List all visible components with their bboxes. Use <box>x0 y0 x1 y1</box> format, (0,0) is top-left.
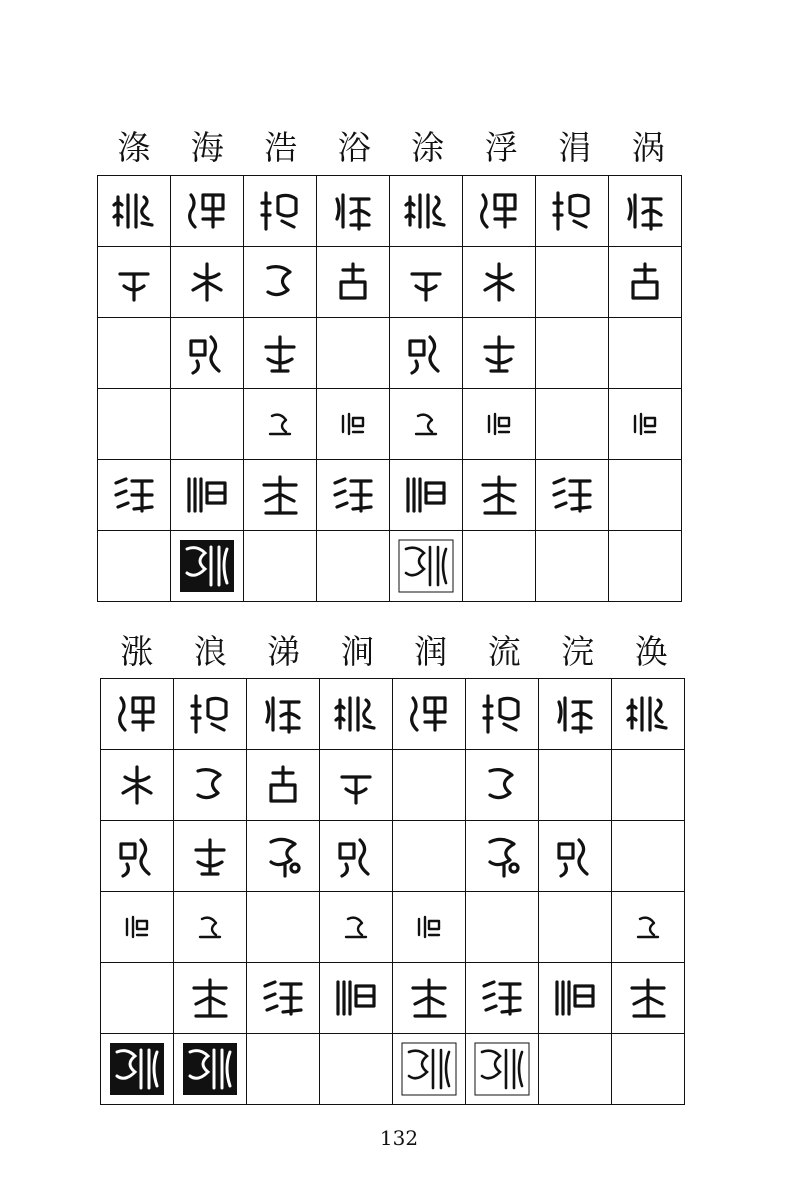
clerical-script-glyph-icon <box>626 976 670 1020</box>
glyph-cell <box>463 318 536 389</box>
seal-script-glyph-icon <box>331 189 375 233</box>
glyph-cell <box>609 460 682 531</box>
glyph-cell <box>101 1034 174 1105</box>
column-header-character: 流 <box>487 632 521 671</box>
header-row-bottom <box>100 632 688 672</box>
glyph-cell <box>320 750 393 821</box>
glyph-cell <box>539 821 612 892</box>
glyph-cell <box>247 679 320 750</box>
column-header-character: 海 <box>190 128 224 167</box>
glyph-row <box>98 247 682 318</box>
seal-stamp-icon <box>401 1042 457 1096</box>
glyph-cell <box>463 389 536 460</box>
clerical-script-glyph-icon <box>334 976 378 1020</box>
glyph-row <box>101 750 685 821</box>
seal-script-glyph-icon <box>477 189 521 233</box>
column-header-character: 涕 <box>267 632 301 671</box>
column-header-character: 涣 <box>634 632 668 671</box>
glyph-cell <box>466 1034 539 1105</box>
seal-script-glyph-icon <box>480 692 524 736</box>
glyph-cell <box>171 247 244 318</box>
glyph-cell <box>174 892 247 963</box>
seal-stamp-icon <box>474 1042 530 1096</box>
glyph-cell <box>390 460 463 531</box>
glyph-cell <box>393 1034 466 1105</box>
column-header-character: 浮 <box>484 128 518 167</box>
glyph-cell <box>393 821 466 892</box>
seal-script-glyph-icon <box>407 692 451 736</box>
clerical-script-glyph-icon <box>477 473 521 517</box>
glyph-cell <box>463 176 536 247</box>
column-header-character: 涂 <box>411 128 445 167</box>
glyph-cell <box>393 750 466 821</box>
oracle-script-glyph-icon <box>404 260 448 304</box>
oracle-script-glyph-icon <box>477 260 521 304</box>
oracle-script-glyph-icon <box>261 763 305 807</box>
glyph-row <box>101 963 685 1034</box>
small-script-glyph-icon <box>196 913 224 941</box>
oracle-script-glyph-icon <box>258 260 302 304</box>
bronze-script-glyph-icon <box>188 834 232 878</box>
glyph-cell <box>536 460 609 531</box>
glyph-cell <box>317 247 390 318</box>
glyph-cell <box>98 318 171 389</box>
glyph-row <box>101 821 685 892</box>
glyph-cell <box>98 460 171 531</box>
glyph-cell <box>101 892 174 963</box>
bronze-script-glyph-icon <box>553 834 597 878</box>
glyph-cell <box>536 247 609 318</box>
small-script-glyph-icon <box>339 410 367 438</box>
glyph-cell <box>539 679 612 750</box>
small-script-glyph-icon <box>415 913 443 941</box>
seal-stamp-icon <box>182 1042 238 1096</box>
glyph-table-top <box>97 175 682 602</box>
seal-script-glyph-icon <box>553 692 597 736</box>
small-script-glyph-icon <box>342 913 370 941</box>
glyph-cell <box>247 821 320 892</box>
glyph-row <box>98 389 682 460</box>
glyph-cell <box>317 318 390 389</box>
oracle-script-glyph-icon <box>331 260 375 304</box>
small-script-glyph-icon <box>634 913 662 941</box>
bronze-script-glyph-icon <box>480 834 524 878</box>
glyph-cell <box>101 821 174 892</box>
oracle-script-glyph-icon <box>623 260 667 304</box>
oracle-script-glyph-icon <box>115 763 159 807</box>
glyph-cell <box>466 750 539 821</box>
glyph-cell <box>244 176 317 247</box>
glyph-cell <box>98 247 171 318</box>
glyph-cell <box>171 460 244 531</box>
glyph-cell <box>320 821 393 892</box>
glyph-cell <box>536 531 609 602</box>
seal-stamp-icon <box>398 539 454 593</box>
glyph-cell <box>539 892 612 963</box>
glyph-cell <box>174 750 247 821</box>
seal-script-glyph-icon <box>550 189 594 233</box>
glyph-cell <box>98 389 171 460</box>
glyph-cell <box>244 389 317 460</box>
seal-script-glyph-icon <box>258 189 302 233</box>
glyph-cell <box>247 1034 320 1105</box>
glyph-cell <box>174 679 247 750</box>
clerical-script-glyph-icon <box>258 473 302 517</box>
small-script-glyph-icon <box>485 410 513 438</box>
column-header-character: 浪 <box>193 632 227 671</box>
glyph-cell <box>390 389 463 460</box>
glyph-cell <box>244 247 317 318</box>
glyph-cell <box>320 963 393 1034</box>
glyph-cell <box>171 176 244 247</box>
glyph-cell <box>320 1034 393 1105</box>
glyph-cell <box>320 679 393 750</box>
page-number: 132 <box>379 1126 419 1150</box>
clerical-script-glyph-icon <box>188 976 232 1020</box>
glyph-cell <box>539 963 612 1034</box>
glyph-table-bottom <box>100 678 685 1105</box>
glyph-cell <box>244 460 317 531</box>
glyph-cell <box>609 247 682 318</box>
glyph-cell <box>466 821 539 892</box>
glyph-cell <box>536 176 609 247</box>
glyph-cell <box>393 892 466 963</box>
bronze-script-glyph-icon <box>261 834 305 878</box>
glyph-cell <box>463 247 536 318</box>
glyph-cell <box>466 892 539 963</box>
clerical-script-glyph-icon <box>185 473 229 517</box>
glyph-cell <box>317 389 390 460</box>
glyph-cell <box>539 1034 612 1105</box>
glyph-cell <box>390 318 463 389</box>
seal-script-glyph-icon <box>112 189 156 233</box>
clerical-script-glyph-icon <box>112 473 156 517</box>
glyph-cell <box>174 821 247 892</box>
glyph-cell <box>612 963 685 1034</box>
column-header-character: 浴 <box>337 128 371 167</box>
oracle-script-glyph-icon <box>185 260 229 304</box>
seal-stamp-icon <box>179 539 235 593</box>
glyph-cell <box>612 1034 685 1105</box>
column-header-character: 涡 <box>631 128 665 167</box>
glyph-cell <box>101 750 174 821</box>
glyph-cell <box>317 460 390 531</box>
header-row-top <box>97 128 685 168</box>
clerical-script-glyph-icon <box>261 976 305 1020</box>
glyph-row <box>98 531 682 602</box>
glyph-cell <box>463 531 536 602</box>
bronze-script-glyph-icon <box>258 331 302 375</box>
glyph-cell <box>320 892 393 963</box>
seal-script-glyph-icon <box>623 189 667 233</box>
glyph-cell <box>539 750 612 821</box>
oracle-script-glyph-icon <box>188 763 232 807</box>
glyph-cell <box>244 531 317 602</box>
bronze-script-glyph-icon <box>477 331 521 375</box>
glyph-row <box>101 892 685 963</box>
clerical-script-glyph-icon <box>407 976 451 1020</box>
glyph-cell <box>317 176 390 247</box>
oracle-script-glyph-icon <box>334 763 378 807</box>
seal-script-glyph-icon <box>188 692 232 736</box>
glyph-cell <box>536 389 609 460</box>
seal-script-glyph-icon <box>185 189 229 233</box>
column-header-character: 涧 <box>340 632 374 671</box>
glyph-cell <box>171 531 244 602</box>
glyph-cell <box>244 318 317 389</box>
glyph-cell <box>463 460 536 531</box>
column-header-character: 涓 <box>558 128 592 167</box>
glyph-row <box>98 318 682 389</box>
glyph-row <box>101 679 685 750</box>
clerical-script-glyph-icon <box>331 473 375 517</box>
glyph-cell <box>390 531 463 602</box>
glyph-row <box>98 176 682 247</box>
glyph-row <box>101 1034 685 1105</box>
glyph-cell <box>609 176 682 247</box>
glyph-cell <box>247 892 320 963</box>
seal-script-glyph-icon <box>626 692 670 736</box>
seal-script-glyph-icon <box>115 692 159 736</box>
glyph-cell <box>609 389 682 460</box>
bronze-script-glyph-icon <box>404 331 448 375</box>
column-header-character: 浣 <box>561 632 595 671</box>
clerical-script-glyph-icon <box>404 473 448 517</box>
glyph-cell <box>98 531 171 602</box>
glyph-row <box>98 460 682 531</box>
glyph-cell <box>174 1034 247 1105</box>
small-script-glyph-icon <box>631 410 659 438</box>
glyph-cell <box>390 176 463 247</box>
glyph-cell <box>612 679 685 750</box>
glyph-cell <box>390 247 463 318</box>
glyph-cell <box>612 821 685 892</box>
glyph-cell <box>98 176 171 247</box>
column-header-character: 润 <box>414 632 448 671</box>
glyph-cell <box>612 750 685 821</box>
glyph-cell <box>171 389 244 460</box>
glyph-cell <box>174 963 247 1034</box>
glyph-cell <box>609 531 682 602</box>
seal-stamp-icon <box>109 1042 165 1096</box>
oracle-script-glyph-icon <box>480 763 524 807</box>
seal-script-glyph-icon <box>334 692 378 736</box>
glyph-cell <box>466 679 539 750</box>
seal-script-glyph-icon <box>261 692 305 736</box>
glyph-cell <box>171 318 244 389</box>
glyph-cell <box>393 679 466 750</box>
bronze-script-glyph-icon <box>115 834 159 878</box>
small-script-glyph-icon <box>412 410 440 438</box>
small-script-glyph-icon <box>266 410 294 438</box>
glyph-cell <box>466 963 539 1034</box>
glyph-cell <box>247 963 320 1034</box>
glyph-cell <box>609 318 682 389</box>
glyph-cell <box>101 963 174 1034</box>
clerical-script-glyph-icon <box>480 976 524 1020</box>
glyph-cell <box>536 318 609 389</box>
column-header-character: 涨 <box>120 632 154 671</box>
oracle-script-glyph-icon <box>112 260 156 304</box>
glyph-cell <box>612 892 685 963</box>
column-header-character: 涤 <box>117 128 151 167</box>
small-script-glyph-icon <box>123 913 151 941</box>
column-header-character: 浩 <box>264 128 298 167</box>
glyph-cell <box>101 679 174 750</box>
clerical-script-glyph-icon <box>550 473 594 517</box>
glyph-cell <box>247 750 320 821</box>
bronze-script-glyph-icon <box>334 834 378 878</box>
bronze-script-glyph-icon <box>185 331 229 375</box>
clerical-script-glyph-icon <box>553 976 597 1020</box>
seal-script-glyph-icon <box>404 189 448 233</box>
glyph-cell <box>393 963 466 1034</box>
glyph-cell <box>317 531 390 602</box>
